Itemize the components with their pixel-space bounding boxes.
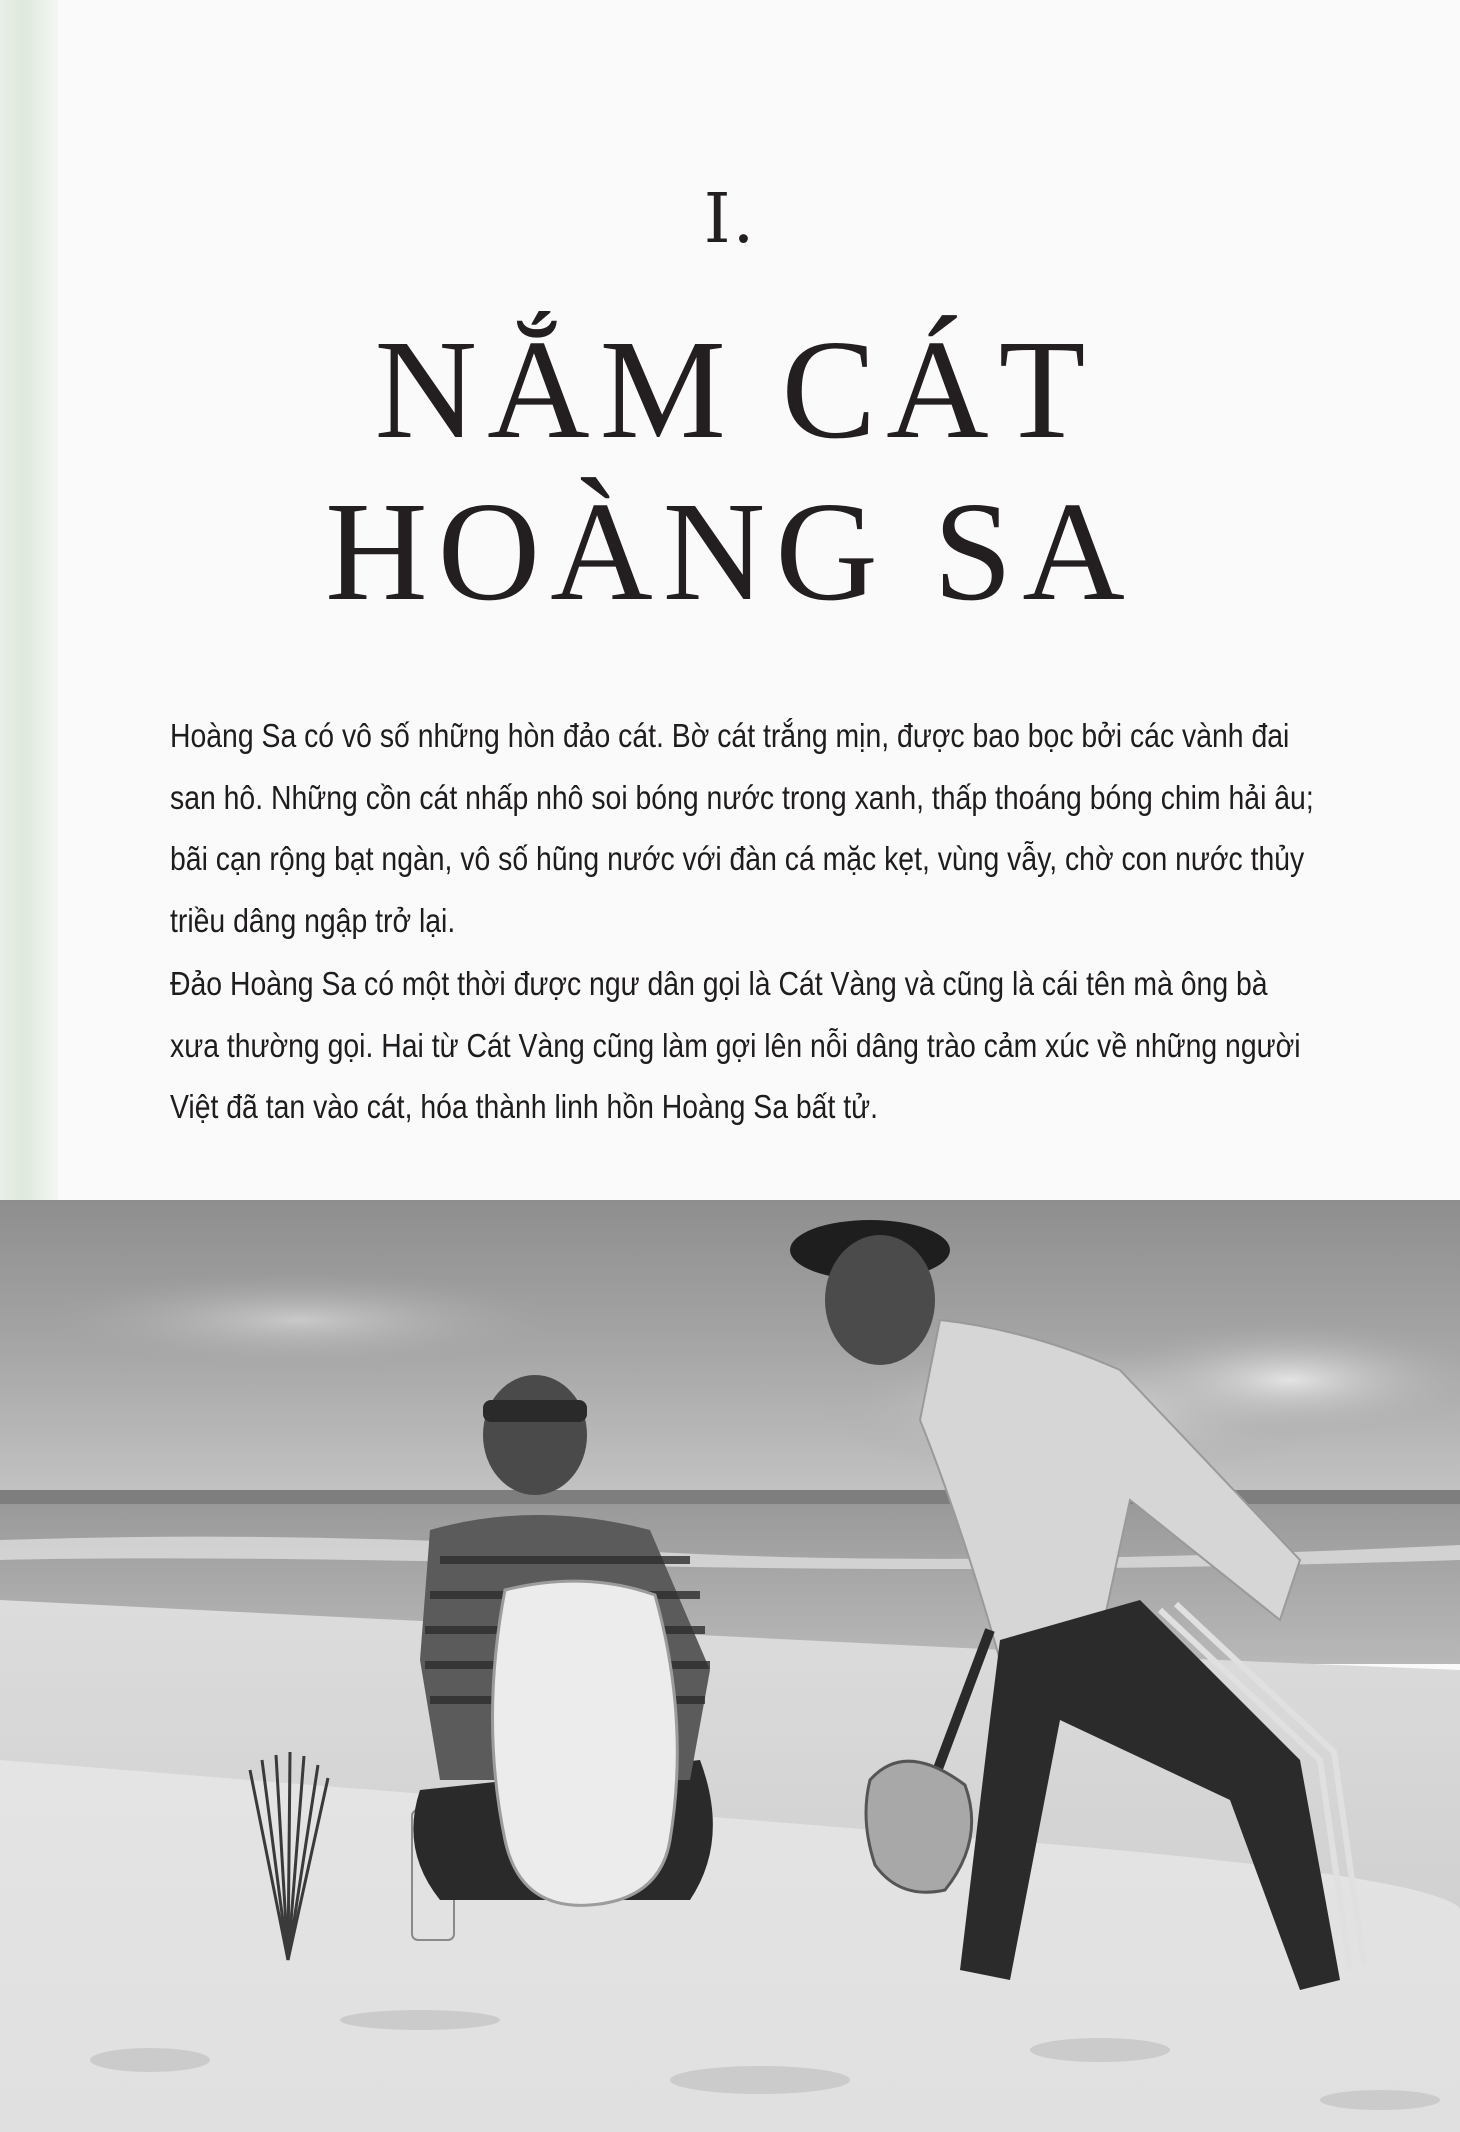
shovel-blade — [866, 1761, 972, 1892]
chapter-title-line-2: HOÀNG SA — [325, 472, 1135, 630]
sand-sack — [493, 1581, 678, 1905]
chapter-title-line-1: NẮM CÁT — [374, 310, 1096, 468]
paragraph-1: Hoàng Sa có vô số những hòn đảo cát. Bờ cát trắng mịn, được bao bọc bởi các vành đai san hô. Những cồn cát nhấp nhô soi bóng nước trong xanh, thấp thoáng bóng chim hải âu; bãi cạn rộng bạt ngàn, vô số hũng nước với đàn cá mặc kẹt, vùng vẫy, chờ con nước thủy triều dâng ngập trở lại. — [170, 717, 1314, 939]
beach-photograph — [0, 1200, 1460, 2132]
cloud — [40, 1270, 560, 1370]
chapter-number: I. — [703, 180, 757, 259]
body-text — [170, 705, 1314, 1140]
photo-illustration — [0, 1200, 1460, 2132]
paragraph-2: Đảo Hoàng Sa có một thời được ngư dân gọi là Cát Vàng và cũng là cái tên mà ông bà xưa thường gọi. Hai từ Cát Vàng cũng làm gợi lên nỗi dâng trào cảm xúc về những người Việt đã tan vào cát, hóa thành linh hồn Hoàng Sa bất tử. — [170, 965, 1301, 1125]
